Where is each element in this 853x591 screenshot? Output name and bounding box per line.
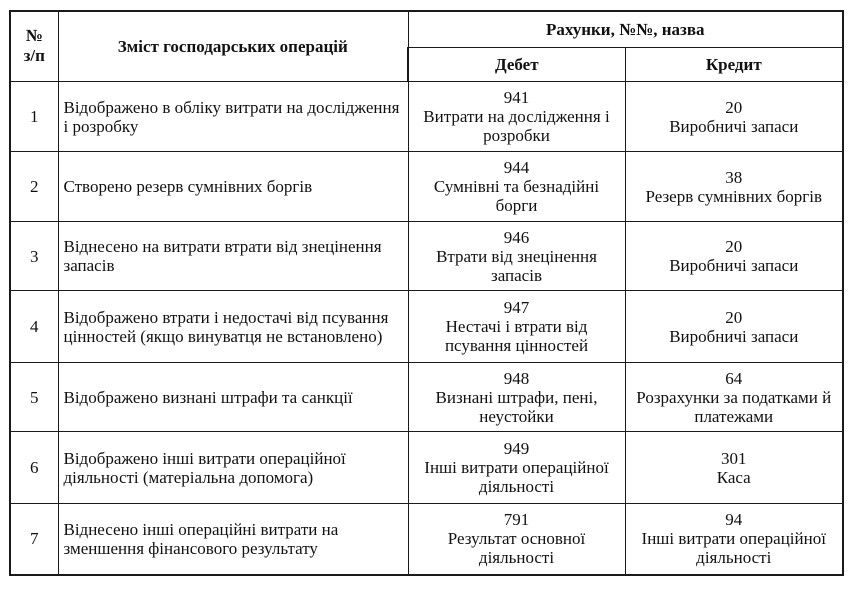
credit-account-name: Резерв сумнівних боргів: [645, 186, 823, 206]
row-number: 1: [10, 81, 58, 152]
credit-account: [625, 432, 843, 504]
credit-account: [625, 291, 843, 363]
debit-account: [408, 152, 625, 221]
table-row: [10, 432, 843, 504]
table-row: [10, 152, 843, 221]
debit-account-name: Інші витрати операційної діяльності: [424, 458, 609, 497]
credit-account-code: 20: [725, 307, 743, 327]
credit-account-name: Розрахунки за податками й платежами: [636, 387, 832, 426]
operation-description: Відображено втрати і недостачі від псування цінностей (якщо винуватця не встановлено): [58, 291, 408, 363]
header-row-top: [10, 11, 843, 47]
debit-account-name: Втрати від знецінення запасів: [436, 246, 597, 285]
credit-account-name: Виробничі запаси: [669, 116, 799, 136]
debit-account: [408, 291, 625, 363]
row-number: 6: [10, 432, 58, 504]
operation-description: Відображено інші витрати операційної діяльності (матеріальна допомога): [58, 432, 408, 504]
table-row: [10, 291, 843, 363]
debit-account-code: 948: [503, 368, 530, 388]
header-debit: Дебет: [408, 47, 625, 81]
debit-account-code: 949: [503, 439, 530, 459]
debit-account-code: 941: [503, 88, 530, 108]
table-row: [10, 503, 843, 575]
debit-account-name: Результат основної діяльності: [447, 529, 586, 568]
credit-account-code: 20: [725, 97, 743, 117]
credit-account: [625, 362, 843, 431]
debit-account-code: 947: [503, 298, 530, 318]
credit-account: [625, 221, 843, 290]
debit-account: [408, 503, 625, 575]
operation-description: Відображено визнані штрафи та санкції: [58, 362, 408, 431]
operations-table: [9, 10, 844, 576]
debit-account-name: Сумнівні та безнадійні борги: [433, 177, 600, 216]
credit-account-name: Інші витрати операційної діяльності: [641, 529, 826, 568]
header-number: [10, 11, 58, 81]
row-number: 7: [10, 503, 58, 575]
header-content: Зміст господарських операцій: [58, 11, 408, 81]
credit-account-code: 20: [725, 237, 743, 257]
debit-account: [408, 362, 625, 431]
debit-account-code: 944: [503, 158, 530, 178]
credit-account-code: 301: [721, 448, 747, 468]
operation-description: Створено резерв сумнівних боргів: [58, 152, 408, 221]
credit-account: [625, 152, 843, 221]
operation-description: Віднесено на витрати втрати від знецінення запасів: [58, 221, 408, 290]
header-accounts: Рахунки, №№, назва: [408, 11, 843, 47]
credit-account-name: Виробничі запаси: [669, 326, 799, 346]
table-row: [10, 81, 843, 152]
debit-account-code: 946: [503, 227, 530, 247]
credit-account-code: 94: [725, 510, 743, 530]
header-number-abbr: з/п: [23, 46, 45, 66]
debit-account-name: Витрати на дослідження і розробки: [423, 107, 610, 146]
debit-account-name: Нестачі і втрати від псування цінностей: [444, 317, 589, 356]
row-number: 5: [10, 362, 58, 431]
credit-account: [625, 503, 843, 575]
debit-account: [408, 432, 625, 504]
debit-account: [408, 221, 625, 290]
table-row: [10, 221, 843, 290]
row-number: 4: [10, 291, 58, 363]
credit-account-name: Каса: [716, 467, 751, 487]
operation-description: Віднесено інші операційні витрати на зменшення фінансового результату: [58, 503, 408, 575]
debit-account-name: Визнані штрафи, пені, неустойки: [435, 387, 598, 426]
row-number: 3: [10, 221, 58, 290]
table-row: [10, 362, 843, 431]
header-credit: Кредит: [625, 47, 843, 81]
operation-description: Відображено в обліку витрати на дослідження і розробку: [58, 81, 408, 152]
credit-account-code: 64: [725, 368, 743, 388]
debit-account-code: 791: [503, 510, 530, 530]
debit-account: [408, 81, 625, 152]
credit-account-code: 38: [725, 167, 743, 187]
credit-account-name: Виробничі запаси: [669, 256, 799, 276]
row-number: 2: [10, 152, 58, 221]
credit-account: [625, 81, 843, 152]
header-number-symbol: №: [25, 26, 43, 46]
